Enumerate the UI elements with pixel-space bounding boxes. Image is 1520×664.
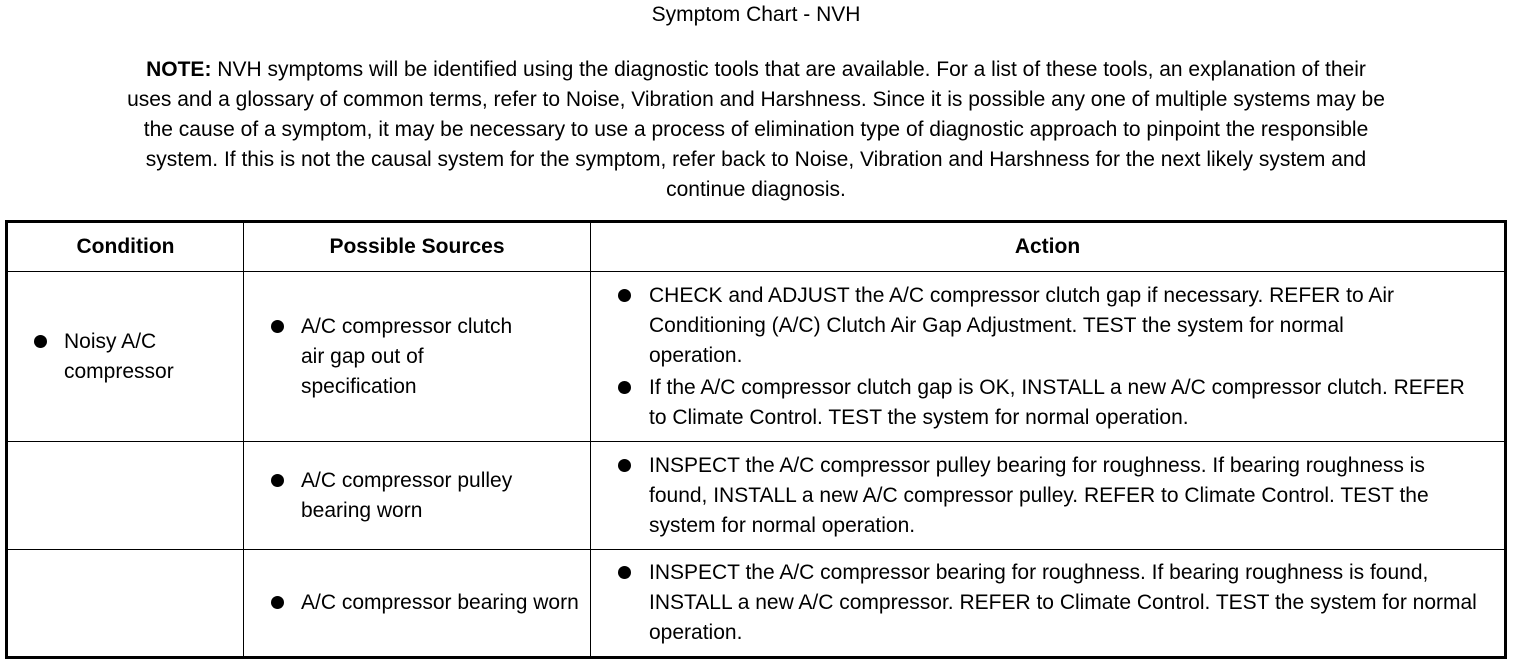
table-row bbox=[7, 442, 1506, 550]
note-line: the cause of a symptom, it may be necessary to use a process of elimination type of diagnostic approach to pinpoint the responsible bbox=[143, 118, 1369, 141]
action-list bbox=[591, 281, 1504, 433]
source-list bbox=[244, 312, 590, 402]
source-item: A/C compressor bearing worn bbox=[244, 588, 590, 618]
table-row bbox=[7, 550, 1506, 658]
source-list bbox=[244, 466, 590, 526]
note-line: system. If this is not the causal system for the symptom, refer back to Noise, Vibration and Harshness for the next likely system and bbox=[145, 148, 1367, 171]
note-line: uses and a glossary of common terms, refer to Noise, Vibration and Harshness. Since it is possible any one of multiple systems may be bbox=[127, 88, 1385, 111]
action-item: INSPECT the A/C compressor bearing for roughness. If bearing roughness is found, INSTALL a new A/C compressor. REFER to Climate Control. TEST the system for normal operation. bbox=[591, 558, 1498, 648]
source-cell bbox=[244, 272, 591, 442]
action-cell bbox=[591, 550, 1506, 658]
source-item: A/C compressor clutch air gap out of specification bbox=[244, 312, 590, 402]
column-header-condition: Condition bbox=[7, 222, 244, 272]
action-list bbox=[591, 451, 1504, 541]
action-list bbox=[591, 558, 1504, 648]
note-line: continue diagnosis. bbox=[666, 178, 846, 201]
source-item: A/C compressor pulley bearing worn bbox=[244, 466, 590, 526]
condition-cell bbox=[7, 442, 244, 550]
action-item: If the A/C compressor clutch gap is OK, INSTALL a new A/C compressor clutch. REFER to Climate Control. TEST the system for normal operation. bbox=[591, 373, 1498, 433]
column-header-action: Action bbox=[591, 222, 1506, 272]
column-header-possible-sources: Possible Sources bbox=[244, 222, 591, 272]
condition-cell bbox=[7, 550, 244, 658]
page-title: Symptom Chart - NVH bbox=[651, 3, 861, 26]
table-header-row bbox=[7, 222, 1506, 272]
note-line bbox=[0, 55, 1512, 85]
symptom-table bbox=[5, 220, 1507, 659]
action-cell bbox=[591, 272, 1506, 442]
action-item: CHECK and ADJUST the A/C compressor clutch gap if necessary. REFER to Air Conditioning (A/C) Clutch Air Gap Adjustment. TEST the system for normal operation. bbox=[591, 281, 1498, 371]
source-cell bbox=[244, 442, 591, 550]
action-cell bbox=[591, 442, 1506, 550]
source-cell bbox=[244, 550, 591, 658]
note-text: NVH symptoms will be identified using the diagnostic tools that are available. For a list of these tools, an explanation of their bbox=[211, 58, 1366, 81]
condition-list bbox=[8, 327, 243, 387]
condition-item: Noisy A/C compressor bbox=[8, 327, 243, 387]
note-paragraph bbox=[0, 55, 1512, 205]
table-row bbox=[7, 272, 1506, 442]
condition-cell bbox=[7, 272, 244, 442]
action-item: INSPECT the A/C compressor pulley bearing for roughness. If bearing roughness is found, INSTALL a new A/C compressor pulley. REFER to Climate Control. TEST the system for normal operation. bbox=[591, 451, 1498, 541]
source-list bbox=[244, 588, 590, 618]
note-label: NOTE: bbox=[146, 58, 212, 81]
